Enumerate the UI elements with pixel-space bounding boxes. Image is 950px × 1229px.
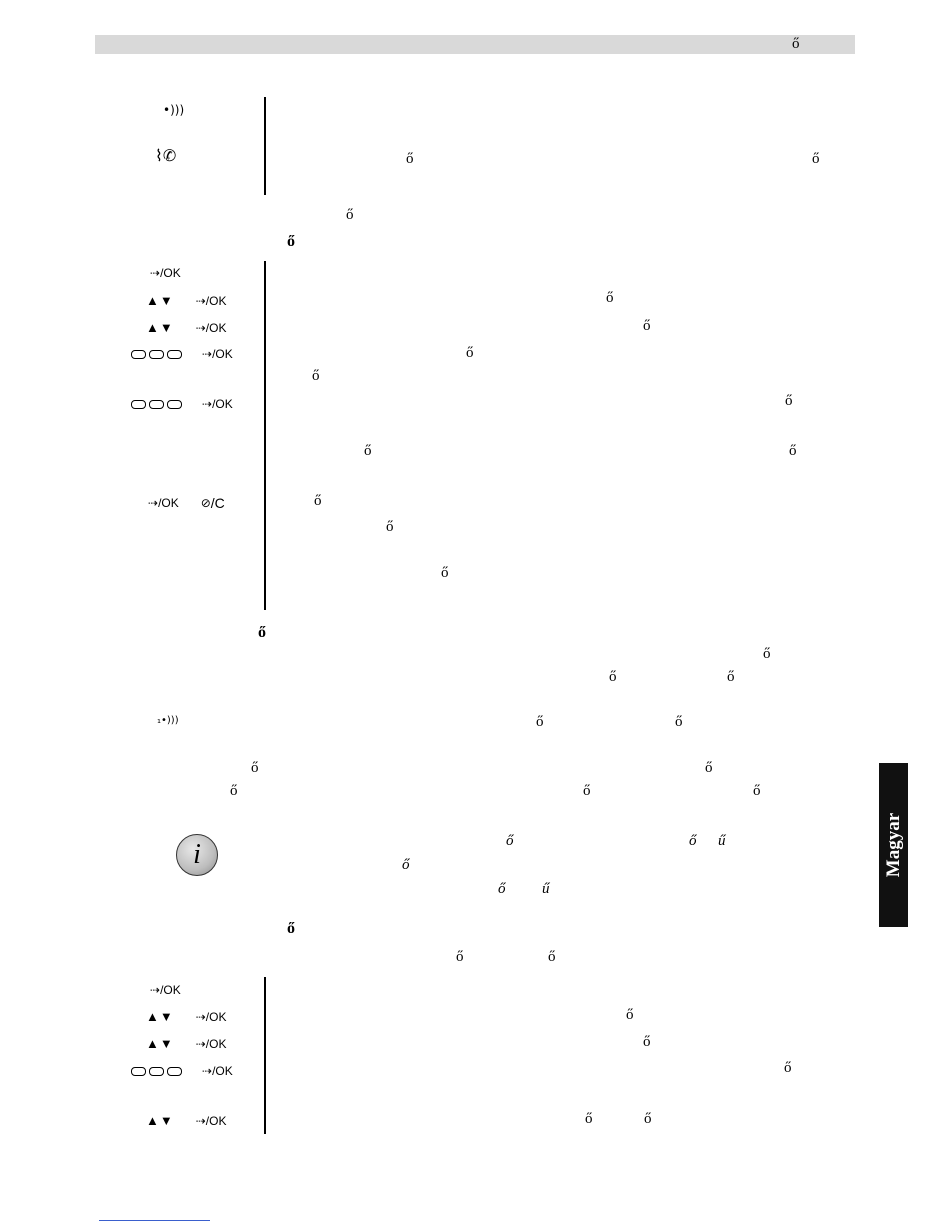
divider-line: [264, 97, 266, 195]
note-glyph: ő: [506, 833, 514, 849]
text-glyph: ő: [626, 1007, 634, 1023]
up-down-arrows-icon: ▲▼: [146, 1009, 174, 1024]
enter-icon: ⇢: [150, 983, 161, 997]
footer-link-underline[interactable]: [99, 1220, 210, 1221]
text-glyph: ő: [346, 207, 354, 223]
nav-keys-row: ▲▼ ⇢ /OK: [146, 1036, 227, 1051]
nav-keys-row: ▲▼ ⇢ /OK: [146, 320, 227, 335]
text-glyph: ő: [784, 1060, 792, 1076]
keypad-icon: [131, 400, 182, 409]
signal-strength-icon: ₁•))): [157, 715, 179, 726]
menu-ok-key: ⇢ /OK: [150, 266, 181, 280]
enter-icon: ⇢: [148, 496, 159, 510]
text-glyph: ő: [785, 393, 793, 409]
language-label: Magyar: [882, 812, 904, 878]
info-icon: i: [176, 834, 218, 876]
keypad-icon: [131, 1067, 182, 1076]
ok-cancel-row: ⇢ /OK ⊘ /C: [148, 495, 225, 511]
section-heading: ő: [287, 233, 295, 250]
text-glyph: ő: [456, 949, 464, 965]
keypad-row: ⇢ /OK: [131, 1064, 233, 1078]
nav-keys-row: ▲▼ ⇢ /OK: [146, 293, 227, 308]
enter-icon: ⇢: [195, 1010, 206, 1024]
text-glyph: ő: [753, 783, 761, 799]
text-glyph: ő: [364, 443, 372, 459]
up-down-arrows-icon: ▲▼: [146, 1113, 174, 1128]
text-glyph: ő: [441, 565, 449, 581]
nav-keys-row: ▲▼ ⇢ /OK: [146, 1113, 227, 1128]
keypad-row: ⇢ /OK: [131, 397, 233, 411]
text-glyph: ő: [789, 443, 797, 459]
language-tab: [879, 763, 908, 927]
text-glyph: ő: [643, 318, 651, 334]
text-glyph: ő: [406, 151, 414, 167]
phone-plug-icon: ⌇✆: [155, 148, 177, 165]
signal-icon: •))): [163, 103, 185, 117]
text-glyph: ő: [606, 290, 614, 306]
note-glyph: ű: [718, 833, 726, 849]
text-glyph: ő: [230, 783, 238, 799]
text-glyph: ő: [763, 646, 771, 662]
section-heading: ő: [287, 920, 295, 937]
menu-ok-key: ⇢ /OK: [150, 983, 181, 997]
up-down-arrows-icon: ▲▼: [146, 320, 174, 335]
text-glyph: ő: [675, 714, 683, 730]
cancel-icon: ⊘: [200, 496, 211, 510]
text-glyph: ő: [466, 345, 474, 361]
divider-line: [264, 977, 266, 1134]
up-down-arrows-icon: ▲▼: [146, 1036, 174, 1051]
text-glyph: ő: [312, 368, 320, 384]
note-glyph: ő: [689, 833, 697, 849]
text-glyph: ő: [609, 669, 617, 685]
keypad-row: ⇢ /OK: [131, 347, 233, 361]
enter-icon: ⇢: [150, 266, 161, 280]
text-glyph: ő: [643, 1034, 651, 1050]
divider-line: [264, 261, 266, 610]
nav-keys-row: ▲▼ ⇢ /OK: [146, 1009, 227, 1024]
text-glyph: ő: [536, 714, 544, 730]
text-glyph: ő: [548, 949, 556, 965]
text-glyph: ő: [705, 760, 713, 776]
text-glyph: ő: [386, 519, 394, 535]
enter-icon: ⇢: [195, 1037, 206, 1051]
text-glyph: ő: [251, 760, 259, 776]
text-glyph: ő: [644, 1111, 652, 1127]
enter-icon: ⇢: [202, 347, 213, 361]
text-glyph: ő: [583, 783, 591, 799]
keypad-icon: [131, 350, 182, 359]
enter-icon: ⇢: [195, 294, 206, 308]
text-glyph: ő: [812, 151, 820, 167]
note-glyph: ő: [402, 857, 410, 873]
enter-icon: ⇢: [202, 397, 213, 411]
text-glyph: ő: [727, 669, 735, 685]
text-glyph: ő: [314, 493, 322, 509]
up-down-arrows-icon: ▲▼: [146, 293, 174, 308]
text-glyph: ő: [585, 1111, 593, 1127]
header-bar: [95, 35, 855, 54]
section-heading: ő: [258, 624, 266, 641]
enter-icon: ⇢: [202, 1064, 213, 1078]
note-glyph: ű: [542, 881, 550, 897]
note-glyph: ő: [498, 881, 506, 897]
header-text: ő: [792, 36, 800, 52]
enter-icon: ⇢: [195, 1114, 206, 1128]
enter-icon: ⇢: [195, 321, 206, 335]
